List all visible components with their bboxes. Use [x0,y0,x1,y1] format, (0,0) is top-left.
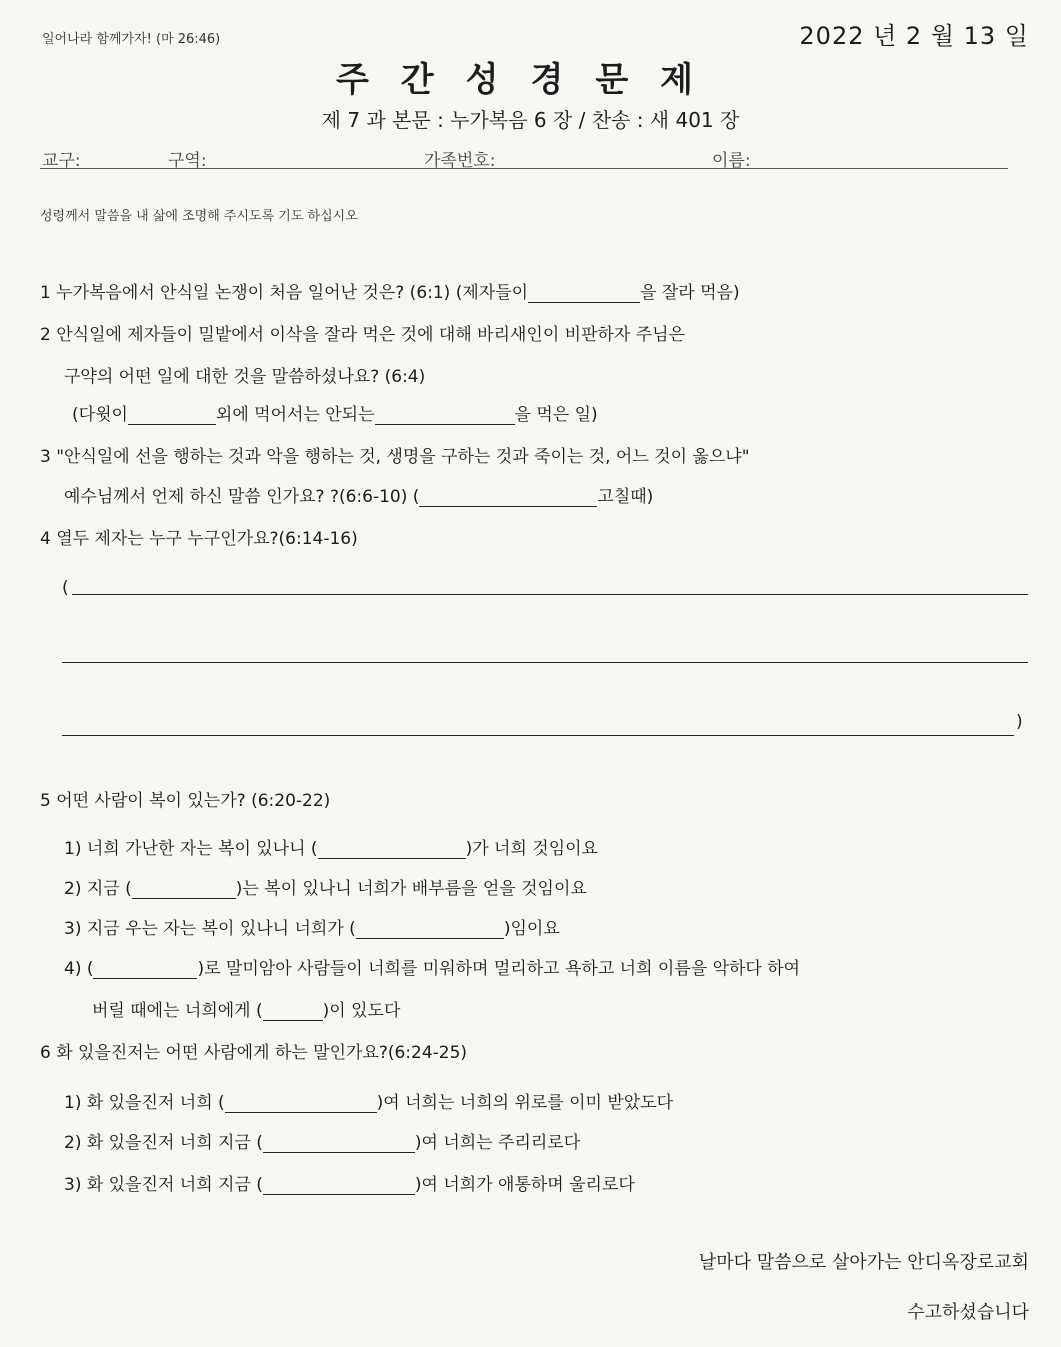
question-5: 5 어떤 사람이 복이 있는가? (6:20-22) [40,791,331,811]
question-2-line-1: 2 안식일에 제자들이 밀밭에서 이삭을 잘라 먹은 것에 대해 바리새인이 비판하자 주님은 [40,325,686,345]
closing-thanks: 수고하셨습니다 [907,1302,1029,1323]
item-text: 1) 화 있을진저 너희 ( [64,1093,225,1113]
question-6-item-3 [64,1170,635,1195]
question-6-item-2-blank[interactable] [263,1134,415,1153]
item-text: )여 너희는 주리리로다 [414,1133,581,1153]
question-4-answer-line-3[interactable] [62,735,1014,736]
item-text: )로 말미암아 사람들이 너희를 미워하며 멀리하고 욕하고 너희 이름을 악하다 하여 [197,959,801,979]
item-text: 3) 화 있을진저 너희 지금 ( [64,1175,263,1195]
info-underline [40,168,1008,169]
question-5-item-4-blank-1[interactable] [93,960,197,979]
item-text: 버릴 때에는 너희에게 ( [92,1001,263,1021]
item-text: 4) ( [64,959,94,979]
question-6-item-2 [64,1128,580,1153]
district-label: 구역: [168,151,207,171]
question-4-answer-line-2[interactable] [62,662,1028,663]
question-2-blank-2[interactable] [375,406,515,425]
question-4: 4 열두 제자는 누구 누구인가요?(6:14-16) [40,529,358,549]
item-text: 1) 너희 가난한 자는 복이 있나니 ( [64,839,318,859]
question-3-line-2 [64,482,653,507]
item-text: )가 너희 것임이요 [465,839,598,859]
question-2-answer-c: 을 먹은 일) [514,405,598,425]
question-2-line-2: 구약의 어떤 일에 대한 것을 말씀하셨나요? (6:4) [64,367,426,387]
question-3-line-1: 3 "안식일에 선을 행하는 것과 악을 행하는 것, 생명을 구하는 것과 죽이는 것, 어느 것이 옳으냐" [40,447,750,467]
item-text: 3) 지금 우는 자는 복이 있나니 너희가 ( [64,919,356,939]
question-3-blank[interactable] [419,488,597,507]
question-4-answer-line-1[interactable] [72,594,1028,595]
question-6: 6 화 있을진저는 어떤 사람에게 하는 말인가요?(6:24-25) [40,1043,468,1063]
name-label: 이름: [712,151,751,171]
prayer-instruction: 성령께서 말씀을 내 삶에 조명해 주시도록 기도 하십시오 [40,209,358,224]
question-1 [40,278,740,303]
question-4-open-paren: ( [62,578,69,598]
question-5-item-4-blank-2[interactable] [263,1002,323,1021]
question-1-answer-b: 을 잘라 먹음) [640,283,740,303]
open-paren: ( [72,405,79,425]
question-1-text: 1 누가복음에서 안식일 논쟁이 처음 일어난 것은? (6:1) ( [40,283,463,303]
question-5-item-1-blank[interactable] [318,840,466,859]
question-2-answer-b: 외에 먹어서는 안되는 [215,405,375,425]
question-2-answer [72,400,598,425]
question-5-item-4-cont [92,996,400,1021]
question-5-item-2-blank[interactable] [132,880,236,899]
item-text: )임이요 [503,919,560,939]
item-text: 2) 지금 ( [64,879,132,899]
question-4-close-paren: ) [1016,712,1023,732]
motto: 일어나라 함께가자! (마 26:46) [42,32,221,47]
parish-label: 교구: [42,151,81,171]
lesson-subtitle: 제 7 과 본문 : 누가복음 6 장 / 찬송 : 새 401 장 [321,108,740,132]
page-title: 주간성경문제 [335,60,726,100]
question-5-item-4 [64,954,800,979]
question-5-item-2 [64,874,587,899]
question-3-text: 예수님께서 언제 하신 말씀 인가요? ?(6:6-10) ( [64,487,420,507]
question-6-item-3-blank[interactable] [263,1176,415,1195]
family-number-label: 가족번호: [424,151,496,171]
item-text: )여 너희는 너희의 위로를 이미 받았도다 [376,1093,674,1113]
question-2-blank-1[interactable] [128,406,216,425]
question-2-answer-a: 다윗이 [78,405,128,425]
item-text: )는 복이 있나니 너희가 배부름을 얻을 것임이요 [235,879,587,899]
item-text: )여 너희가 애통하며 울리로다 [414,1175,635,1195]
item-text: )이 있도다 [322,1001,401,1021]
church-slogan: 날마다 말씀으로 살아가는 안디옥장로교회 [698,1252,1029,1273]
item-text: 2) 화 있을진저 너희 지금 ( [64,1133,263,1153]
question-1-blank[interactable] [528,284,640,303]
question-5-item-3 [64,914,560,939]
question-6-item-1-blank[interactable] [225,1094,377,1113]
question-3-answer: 고칠때) [597,487,654,507]
question-6-item-1 [64,1088,673,1113]
question-5-item-1 [64,834,598,859]
date: 2022 년 2 월 13 일 [799,22,1029,50]
question-5-item-3-blank[interactable] [356,920,504,939]
question-1-answer-a: 제자들이 [462,283,529,303]
